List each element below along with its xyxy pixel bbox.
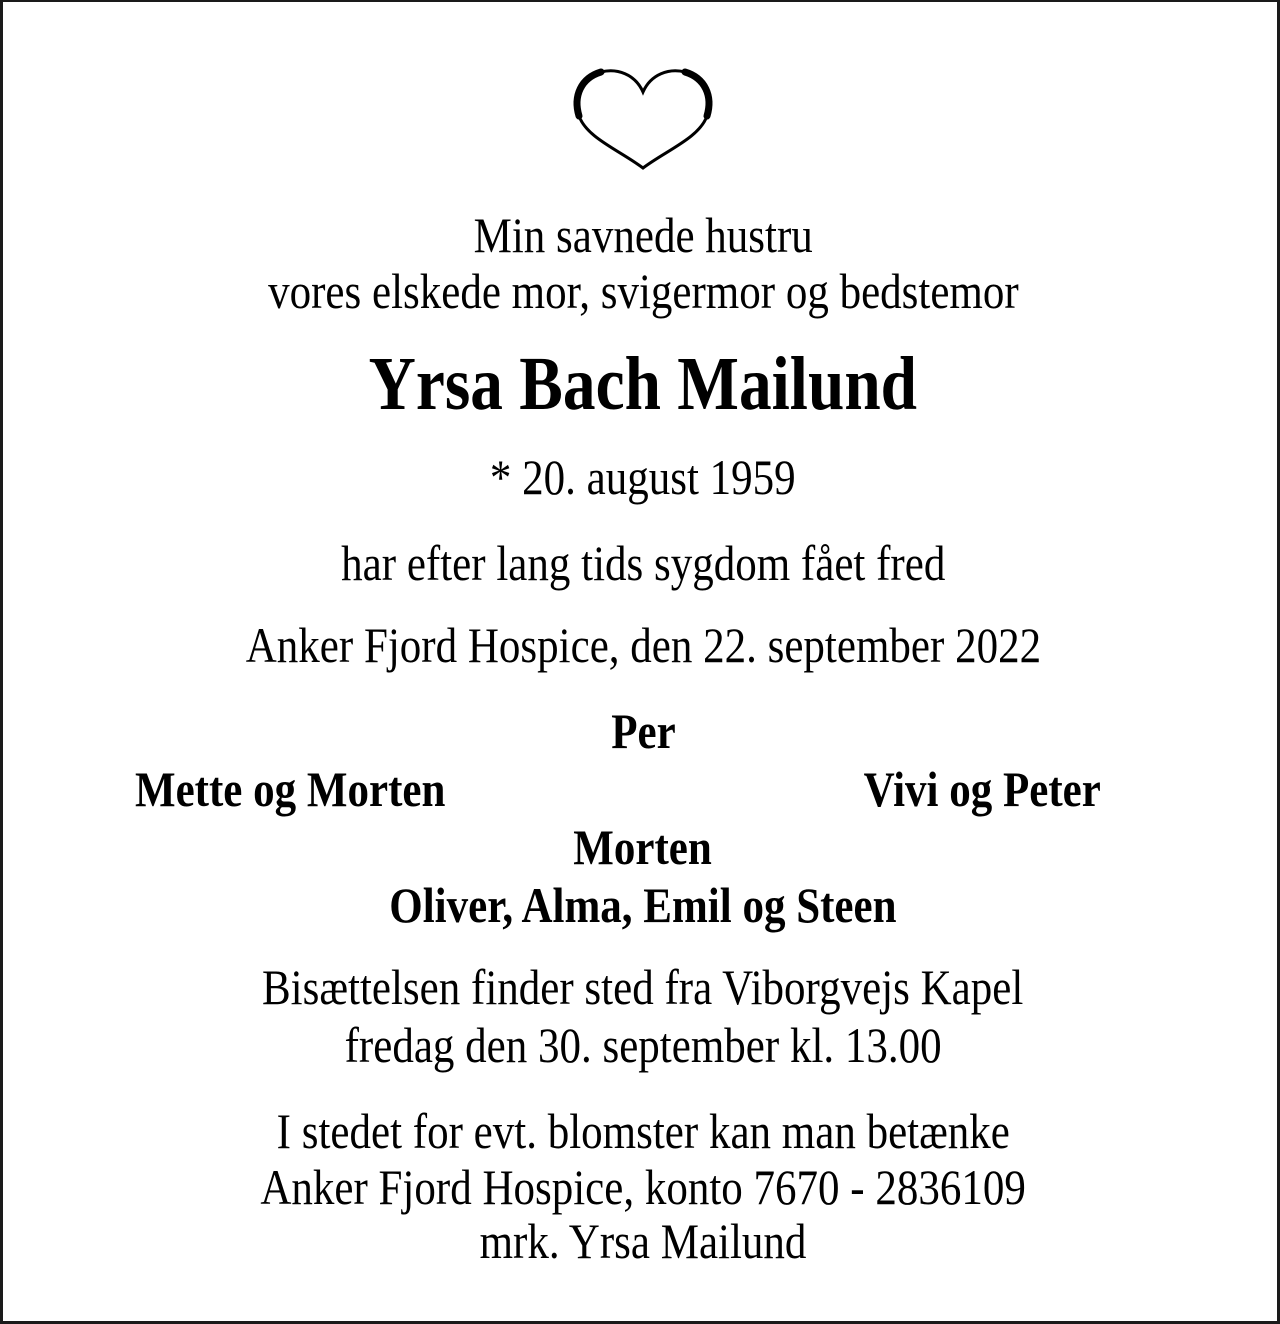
- funeral-line-2: fredag den 30. september kl. 13.00: [344, 1017, 942, 1073]
- mourner-right: Vivi og Peter: [863, 761, 1101, 817]
- mourner-left: Mette og Morten: [135, 761, 446, 817]
- donation-line-3: mrk. Yrsa Mailund: [479, 1213, 807, 1269]
- intro-line-2: vores elskede mor, svigermor og bedstemor: [267, 263, 1019, 319]
- mourner-grandchildren: Oliver, Alma, Emil og Steen: [389, 877, 897, 933]
- donation-line-2: Anker Fjord Hospice, konto 7670 - 2836109: [260, 1159, 1026, 1215]
- deceased-name: Yrsa Bach Mailund: [368, 342, 918, 426]
- passing-text: har efter lang tids sygdom fået fred: [340, 535, 946, 591]
- heart-outline-icon: [569, 64, 717, 172]
- place-and-date: Anker Fjord Hospice, den 22. september 2022: [245, 617, 1041, 673]
- intro-line-1: Min savnede hustru: [473, 207, 813, 263]
- funeral-line-1: Bisættelsen finder sted fra Viborgvejs Kapel: [262, 959, 1024, 1015]
- donation-line-1: I stedet for evt. blomster kan man betænke: [276, 1103, 1010, 1159]
- mourner-center: Morten: [573, 819, 713, 875]
- birth-date: * 20. august 1959: [490, 449, 796, 505]
- mourner-spouse: Per: [610, 703, 676, 759]
